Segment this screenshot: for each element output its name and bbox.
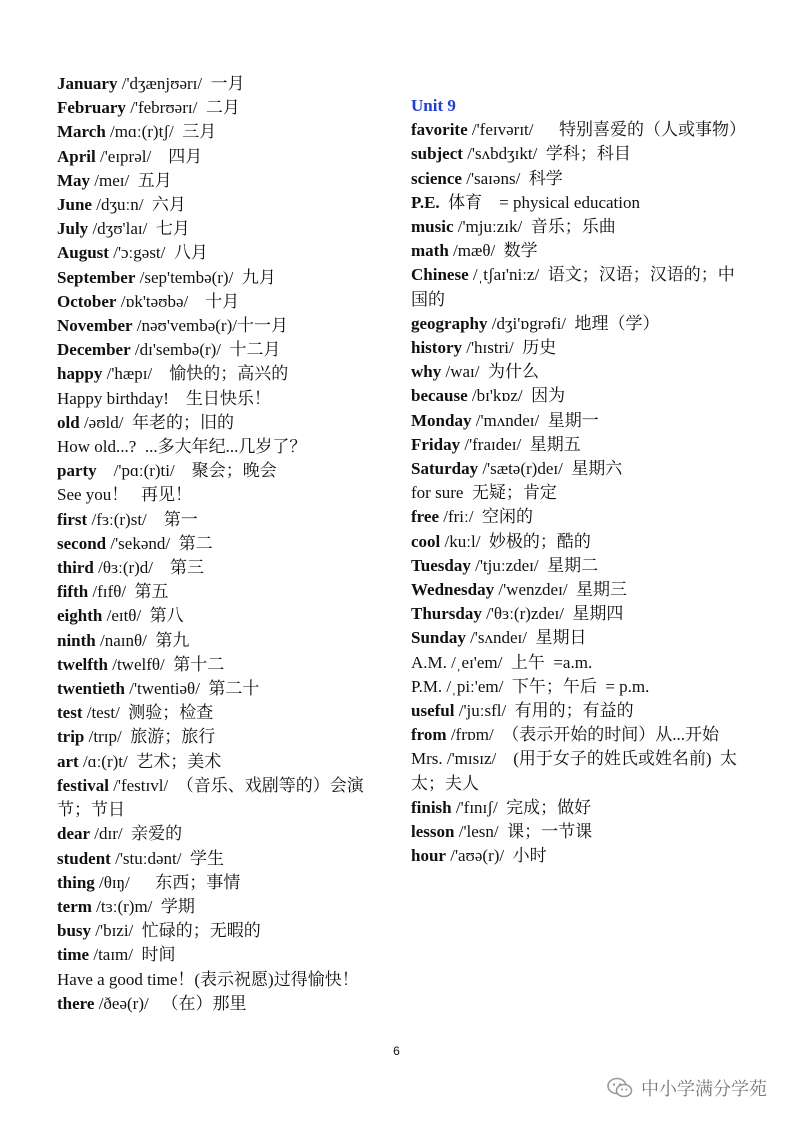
- vocab-definition: /ˌtʃaɪ'niːz/ 语文；汉语；汉语的；中国的: [411, 265, 735, 309]
- vocab-definition: /dʒʊ'laɪ/ 七月: [88, 219, 190, 239]
- vocab-definition: /dʒuːn/ 六月: [91, 195, 186, 215]
- vocab-word: June: [57, 195, 92, 215]
- vocab-word: trip: [57, 727, 85, 747]
- vocab-entry: [57, 919, 392, 943]
- vocab-entry: [411, 723, 746, 747]
- page-number: 6: [393, 1044, 400, 1058]
- vocab-entry: [57, 629, 392, 653]
- vocab-word: geography: [411, 313, 488, 333]
- vocab-definition: /test/ 测验；检查: [82, 703, 214, 723]
- vocab-entry: [57, 774, 392, 822]
- vocab-word: lesson: [411, 822, 455, 842]
- vocab-definition: /'sekənd/ 第二: [106, 533, 213, 553]
- vocab-definition: /'festɪvl/ （音乐、戏剧等的）会演节；节日: [57, 775, 364, 820]
- vocab-definition: /'wenzdeɪ/ 星期三: [494, 580, 628, 600]
- vocab-entry: [57, 604, 392, 628]
- vocab-entry: [411, 820, 746, 844]
- vocab-entry: [57, 266, 392, 290]
- vocab-definition: /naɪnθ/ 第九: [95, 630, 190, 650]
- vocab-entry: [411, 602, 746, 626]
- vocab-definition: /nəʊ'vembə(r)/十一月: [132, 316, 288, 336]
- vocab-definition: A.M. /ˌeɪ'em/ 上午 =a.m.: [411, 652, 593, 672]
- vocab-definition: /'fɪnɪʃ/ 完成；做好: [451, 797, 592, 817]
- vocab-definition: /'twentiəθ/ 第二十: [124, 679, 260, 699]
- vocab-word: because: [411, 386, 468, 406]
- vocab-entry: [411, 263, 746, 311]
- vocab-entry: [411, 651, 746, 675]
- vocab-word: dear: [57, 824, 91, 844]
- vocab-word: December: [57, 340, 131, 360]
- vocab-definition: /'pɑː(r)ti/ 聚会；晚会: [96, 461, 277, 481]
- vocab-entry: [57, 725, 392, 749]
- vocab-word: Monday: [411, 410, 472, 430]
- vocab-entry: [411, 167, 746, 191]
- vocab-entry: [57, 120, 392, 144]
- vocab-word: May: [57, 170, 91, 190]
- vocab-word: ninth: [57, 630, 96, 650]
- vocab-word: twentieth: [57, 679, 125, 699]
- vocab-entry: [411, 312, 746, 336]
- vocab-definition: Happy birthday! 生日快乐！: [57, 388, 271, 408]
- vocab-definition: /frɒm/ （表示开始的时间）从...开始: [446, 725, 719, 745]
- vocab-entry: [411, 554, 746, 578]
- vocab-entry: [411, 384, 746, 408]
- vocab-entry: [57, 943, 392, 967]
- vocab-definition: Mrs. /'mɪsɪz/ (用于女子的姓氏或姓名前) 太太；夫人: [411, 749, 738, 793]
- vocab-definition: /'lesn/ 课；一节课: [454, 822, 593, 842]
- vocab-entry: [57, 653, 392, 677]
- vocab-entry: [411, 481, 746, 505]
- vocab-entry: [57, 483, 392, 507]
- vocab-word: November: [57, 316, 133, 336]
- vocab-word: from: [411, 725, 447, 745]
- vocab-word: third: [57, 558, 94, 578]
- vocab-entry: [57, 871, 392, 895]
- vocab-entry: [411, 578, 746, 602]
- vocab-entry: [411, 699, 746, 723]
- vocab-definition: /ɑː(r)t/ 艺术；美术: [78, 751, 222, 771]
- wechat-icon: [607, 1077, 633, 1099]
- vocab-word: term: [57, 896, 92, 916]
- vocab-definition: /dɪ'sembə(r)/ 十二月: [130, 340, 281, 360]
- vocab-definition: /'aʊə(r)/ 小时: [445, 846, 547, 866]
- vocab-entry: [57, 169, 392, 193]
- vocab-entry: [411, 457, 746, 481]
- vocab-entry: [411, 215, 746, 239]
- vocab-definition: /taɪm/ 时间: [89, 945, 176, 965]
- vocab-definition: /'mʌndeɪ/ 星期一: [471, 410, 599, 430]
- vocab-word: math: [411, 241, 449, 261]
- vocab-entry: [411, 626, 746, 650]
- vocab-entry: [411, 747, 746, 795]
- vocab-definition: /'tjuːzdeɪ/ 星期二: [470, 555, 599, 575]
- vocab-word: April: [57, 146, 96, 166]
- vocab-word: party: [57, 461, 97, 481]
- vocab-entry: [411, 239, 746, 263]
- vocab-word: time: [57, 945, 90, 965]
- vocab-word: eighth: [57, 606, 103, 626]
- vocab-definition: /'θɜː(r)zdeɪ/ 星期四: [481, 604, 624, 624]
- vocab-entry: [57, 992, 392, 1016]
- vocab-definition: /fɪfθ/ 第五: [88, 582, 169, 602]
- vocab-word: March: [57, 122, 106, 142]
- vocab-entry: [57, 145, 392, 169]
- vocab-entry: [411, 796, 746, 820]
- vocab-entry: [411, 336, 746, 360]
- vocab-word: test: [57, 703, 83, 723]
- vocab-definition: /'eɪprəl/ 四月: [95, 146, 203, 166]
- vocab-definition: /'fraɪdeɪ/ 星期五: [460, 434, 581, 454]
- vocab-definition: /tɜː(r)m/ 学期: [91, 896, 195, 916]
- vocab-word: festival: [57, 775, 109, 795]
- vocab-definition: /əʊld/ 年老的；旧的: [79, 412, 234, 432]
- vocab-definition: /fɜː(r)st/ 第一: [87, 509, 198, 529]
- watermark: [607, 1075, 767, 1101]
- right-entries: [411, 118, 746, 868]
- vocab-word: music: [411, 217, 454, 237]
- vocab-definition: /trɪp/ 旅游；旅行: [84, 727, 216, 747]
- vocab-entry: [57, 822, 392, 846]
- vocab-definition: /bɪ'kɒz/ 因为: [467, 386, 566, 406]
- vocab-definition: /mɑː(r)tʃ/ 三月: [105, 122, 217, 142]
- vocab-entry: [57, 435, 392, 459]
- vocab-word: art: [57, 751, 79, 771]
- vocab-entry: [57, 556, 392, 580]
- vocab-entry: [57, 701, 392, 725]
- vocab-definition: /dɪr/ 亲爱的: [90, 824, 183, 844]
- vocab-definition: /'feɪvərɪt/ 特别喜爱的（人或事物）: [467, 120, 746, 140]
- vocab-entry: [57, 338, 392, 362]
- vocab-definition: /'hæpɪ/ 愉快的；高兴的: [102, 364, 289, 384]
- vocab-word: Wednesday: [411, 580, 495, 600]
- vocab-word: first: [57, 509, 88, 529]
- vocab-word: second: [57, 533, 107, 553]
- vocab-word: P.E.: [411, 192, 440, 212]
- vocab-entry: [57, 677, 392, 701]
- vocab-definition: /'hɪstri/ 历史: [462, 338, 557, 358]
- vocab-definition: /'sʌbdʒɪkt/ 学科；科目: [462, 144, 631, 164]
- vocab-definition: /'dʒænjʊərɪ/ 一月: [117, 74, 245, 93]
- vocab-definition: /'ɔːgəst/ 八月: [108, 243, 208, 263]
- vocab-entry: [57, 387, 392, 411]
- vocab-word: twelfth: [57, 654, 108, 674]
- vocab-word: July: [57, 219, 89, 239]
- vocab-entry: [57, 72, 392, 96]
- vocab-entry: [57, 847, 392, 871]
- vocab-word: Thursday: [411, 604, 482, 624]
- vocab-definition: /'stuːdənt/ 学生: [110, 848, 224, 868]
- vocab-definition: /'saɪəns/ 科学: [461, 168, 563, 188]
- vocab-entry: [57, 193, 392, 217]
- vocab-word: Saturday: [411, 459, 479, 479]
- right-column: [411, 94, 746, 869]
- unit-title: Unit 9: [411, 96, 456, 115]
- vocab-definition: /'mjuːzɪk/ 音乐；乐曲: [453, 217, 616, 237]
- vocab-definition: /ðeə(r)/ （在）那里: [94, 993, 247, 1013]
- vocab-entry: [411, 530, 746, 554]
- vocab-entry: [57, 290, 392, 314]
- vocab-word: Chinese: [411, 265, 469, 285]
- vocab-entry: [57, 532, 392, 556]
- vocab-entry: [57, 362, 392, 386]
- vocab-word: finish: [411, 797, 452, 817]
- vocab-definition: /sep'tembə(r)/ 九月: [135, 267, 276, 287]
- vocab-entry: [411, 409, 746, 433]
- vocab-entry: [411, 142, 746, 166]
- vocab-definition: /θɪŋ/ 东西；事情: [94, 872, 241, 892]
- vocab-word: student: [57, 848, 111, 868]
- vocab-word: why: [411, 362, 442, 382]
- vocab-entry: [57, 750, 392, 774]
- vocab-word: Sunday: [411, 628, 466, 648]
- vocab-definition: /'febrʊərɪ/ 二月: [125, 98, 240, 118]
- left-column: [57, 72, 392, 1016]
- vocab-definition: /mæθ/ 数学: [448, 241, 538, 261]
- vocab-entry: [57, 580, 392, 604]
- vocab-definition: /friː/ 空闲的: [439, 507, 533, 527]
- vocab-definition: See you！ 再见！: [57, 485, 193, 505]
- vocab-word: October: [57, 291, 117, 311]
- vocab-word: hour: [411, 846, 446, 866]
- vocab-definition: /'bɪzi/ 忙碌的；无暇的: [91, 921, 261, 941]
- vocab-definition: /meɪ/ 五月: [90, 170, 172, 190]
- vocab-entry: [411, 433, 746, 457]
- vocab-word: free: [411, 507, 439, 527]
- vocab-entry: [411, 505, 746, 529]
- vocab-definition: /'sætə(r)deɪ/ 星期六: [478, 459, 623, 479]
- vocab-word: Friday: [411, 434, 461, 454]
- vocab-entry: [411, 360, 746, 384]
- vocab-word: August: [57, 243, 109, 263]
- vocab-entry: [411, 118, 746, 142]
- vocab-word: fifth: [57, 582, 89, 602]
- vocab-word: science: [411, 168, 462, 188]
- vocab-word: February: [57, 98, 126, 118]
- vocab-definition: /eɪtθ/ 第八: [102, 606, 184, 626]
- vocab-definition: /θɜː(r)d/ 第三: [93, 558, 205, 578]
- vocab-definition: Have a good time！(表示祝愿)过得愉快！: [57, 969, 359, 989]
- vocab-entry: [57, 96, 392, 120]
- vocab-definition: /kuːl/ 妙极的；酷的: [440, 531, 591, 551]
- vocab-word: thing: [57, 872, 95, 892]
- vocab-word: happy: [57, 364, 103, 384]
- vocab-definition: /ɒk'təʊbə/ 十月: [116, 291, 240, 311]
- vocab-word: busy: [57, 921, 92, 941]
- vocab-entry: [411, 191, 746, 215]
- vocab-word: history: [411, 338, 462, 358]
- vocab-word: September: [57, 267, 136, 287]
- vocab-entry: [57, 217, 392, 241]
- vocab-word: Tuesday: [411, 555, 471, 575]
- vocab-word: useful: [411, 701, 455, 721]
- vocab-definition: /'sʌndeɪ/ 星期日: [465, 628, 587, 648]
- vocab-definition: 体育 = physical education: [439, 192, 640, 212]
- vocab-definition: /dʒi'ɒgrəfi/ 地理（学）: [487, 313, 660, 333]
- vocab-entry: [57, 459, 392, 483]
- vocab-word: subject: [411, 144, 463, 164]
- vocab-entry: [57, 411, 392, 435]
- vocab-entry: [57, 241, 392, 265]
- vocab-definition: P.M. /ˌpiː'em/ 下午；午后 = p.m.: [411, 676, 650, 696]
- vocab-definition: How old...? ...多大年纪...几岁了？: [57, 437, 307, 457]
- vocab-entry: [411, 844, 746, 868]
- vocab-entry: [411, 675, 746, 699]
- vocab-entry: [57, 508, 392, 532]
- vocab-word: cool: [411, 531, 441, 551]
- vocab-word: old: [57, 412, 80, 432]
- vocab-entry: [57, 314, 392, 338]
- vocab-definition: /twelfθ/ 第十二: [107, 654, 225, 674]
- vocab-entry: [57, 895, 392, 919]
- vocab-definition: for sure 无疑；肯定: [411, 483, 557, 503]
- vocab-entry: [57, 968, 392, 992]
- vocab-definition: /waɪ/ 为什么: [441, 362, 539, 382]
- vocab-definition: /'juːsfl/ 有用的；有益的: [454, 701, 634, 721]
- watermark-text: 中小学满分学苑: [641, 1079, 767, 1100]
- vocab-word: there: [57, 993, 95, 1013]
- vocab-word: January: [57, 74, 118, 93]
- vocab-word: favorite: [411, 120, 468, 140]
